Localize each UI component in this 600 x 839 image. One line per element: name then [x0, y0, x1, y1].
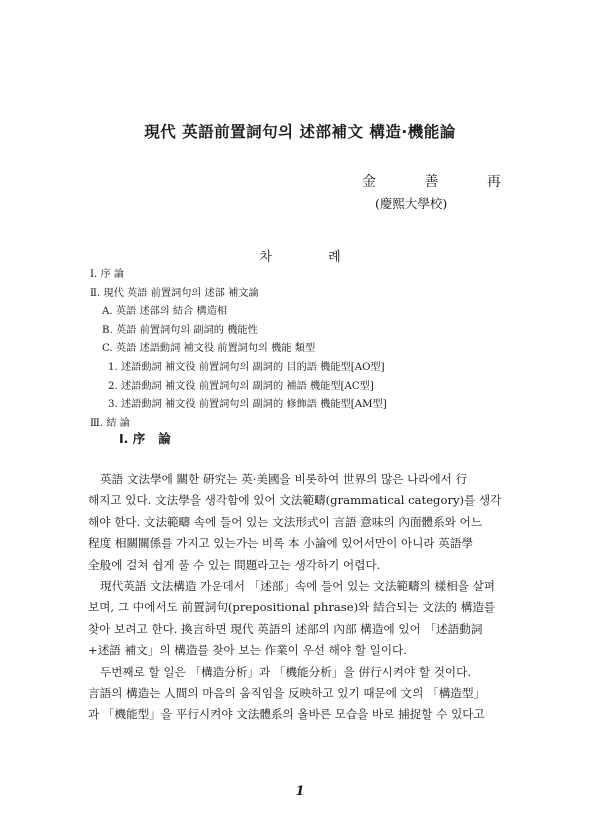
- paragraph: [88, 662, 514, 726]
- toc-item: Ⅰ. 序 論: [90, 269, 125, 280]
- body-text: [88, 469, 514, 726]
- text-line: 두번째로 할 일은 「構造分析」과 「機能分析」을 倂行시켜야 할 것이다.: [100, 664, 471, 679]
- toc-item: B. 英語 前置詞句의 副詞的 機能性: [102, 324, 258, 336]
- toc-item: 3. 述語動詞 補文役 前置詞句의 副詞的 修飾語 機能型[AM型]: [108, 399, 387, 411]
- toc-item: C. 英語 述語動詞 補文役 前置詞句의 機能 類型: [102, 343, 316, 355]
- author-name: 金 善 再: [362, 174, 523, 190]
- paragraph: [88, 576, 514, 662]
- text-line: 英語 文法學에 關한 硏究는 英·美國을 비롯하여 世界의 많은 나라에서 行: [100, 472, 468, 486]
- toc-heading: 차 례: [259, 250, 367, 265]
- toc-item: 1. 述語動詞 補文役 前置詞句의 副詞的 目的語 機能型[AO型]: [108, 361, 385, 373]
- text-line: 보며, 그 中에서도 前置詞句(prepositional phrase)와 結合되는 文法的 構造를: [88, 600, 496, 615]
- text-line: 찾아 보려고 한다. 換言하면 現代 英語의 述部의 內部 構造에 있어 「述語動詞: [88, 621, 483, 636]
- text-line: 言語의 構造는 人間의 마음의 움직임을 反映하고 있기 때문에 文의 「構造型」: [88, 685, 486, 700]
- author-affiliation: (慶熙大學校): [375, 196, 448, 211]
- toc-item: 2. 述語動詞 補文役 前置詞句의 副詞的 補語 機能型[AC型]: [108, 380, 374, 392]
- toc-item: Ⅱ. 現代 英語 前置詞句의 述部 補文論: [90, 287, 259, 299]
- page-number: 1: [295, 784, 305, 799]
- section-heading: Ⅰ. 序 論: [119, 431, 171, 446]
- text-line: 과 「機能型」을 平行시켜야 文法體系의 올바른 모습을 바로 捕捉할 수 있다고: [88, 707, 485, 722]
- text-line: 해지고 있다. 文法學을 생각함에 있어 文法範疇(grammatical category)를 생각: [88, 493, 502, 508]
- text-line: 全般에 걸쳐 쉽게 풀 수 있는 問題라고는 생각하기 어렵다.: [88, 557, 381, 572]
- text-line: 程度 相關關係를 가지고 있는가는 비록 本 小論에 있어서만이 아니라 英語學: [88, 536, 474, 551]
- toc-item: A. 英語 述部의 結合 構造相: [102, 306, 228, 318]
- paragraph: [88, 469, 514, 576]
- table-of-contents: [90, 266, 510, 433]
- toc-item: Ⅲ. 結 論: [90, 417, 130, 429]
- text-line: 現代英語 文法構造 가운데서 「述部」속에 들어 있는 文法範疇의 樣相을 살펴: [100, 578, 495, 593]
- text-line: +述語 補文」의 構造를 찾아 보는 作業이 우선 해야 할 일이다.: [88, 643, 407, 658]
- article-title: 現代 英語前置詞句의 述部補文 構造·機能論: [144, 123, 456, 141]
- text-line: 해야 한다. 文法範疇 속에 들어 있는 文法形式이 言語 意味의 內面體系와 어느: [88, 514, 483, 529]
